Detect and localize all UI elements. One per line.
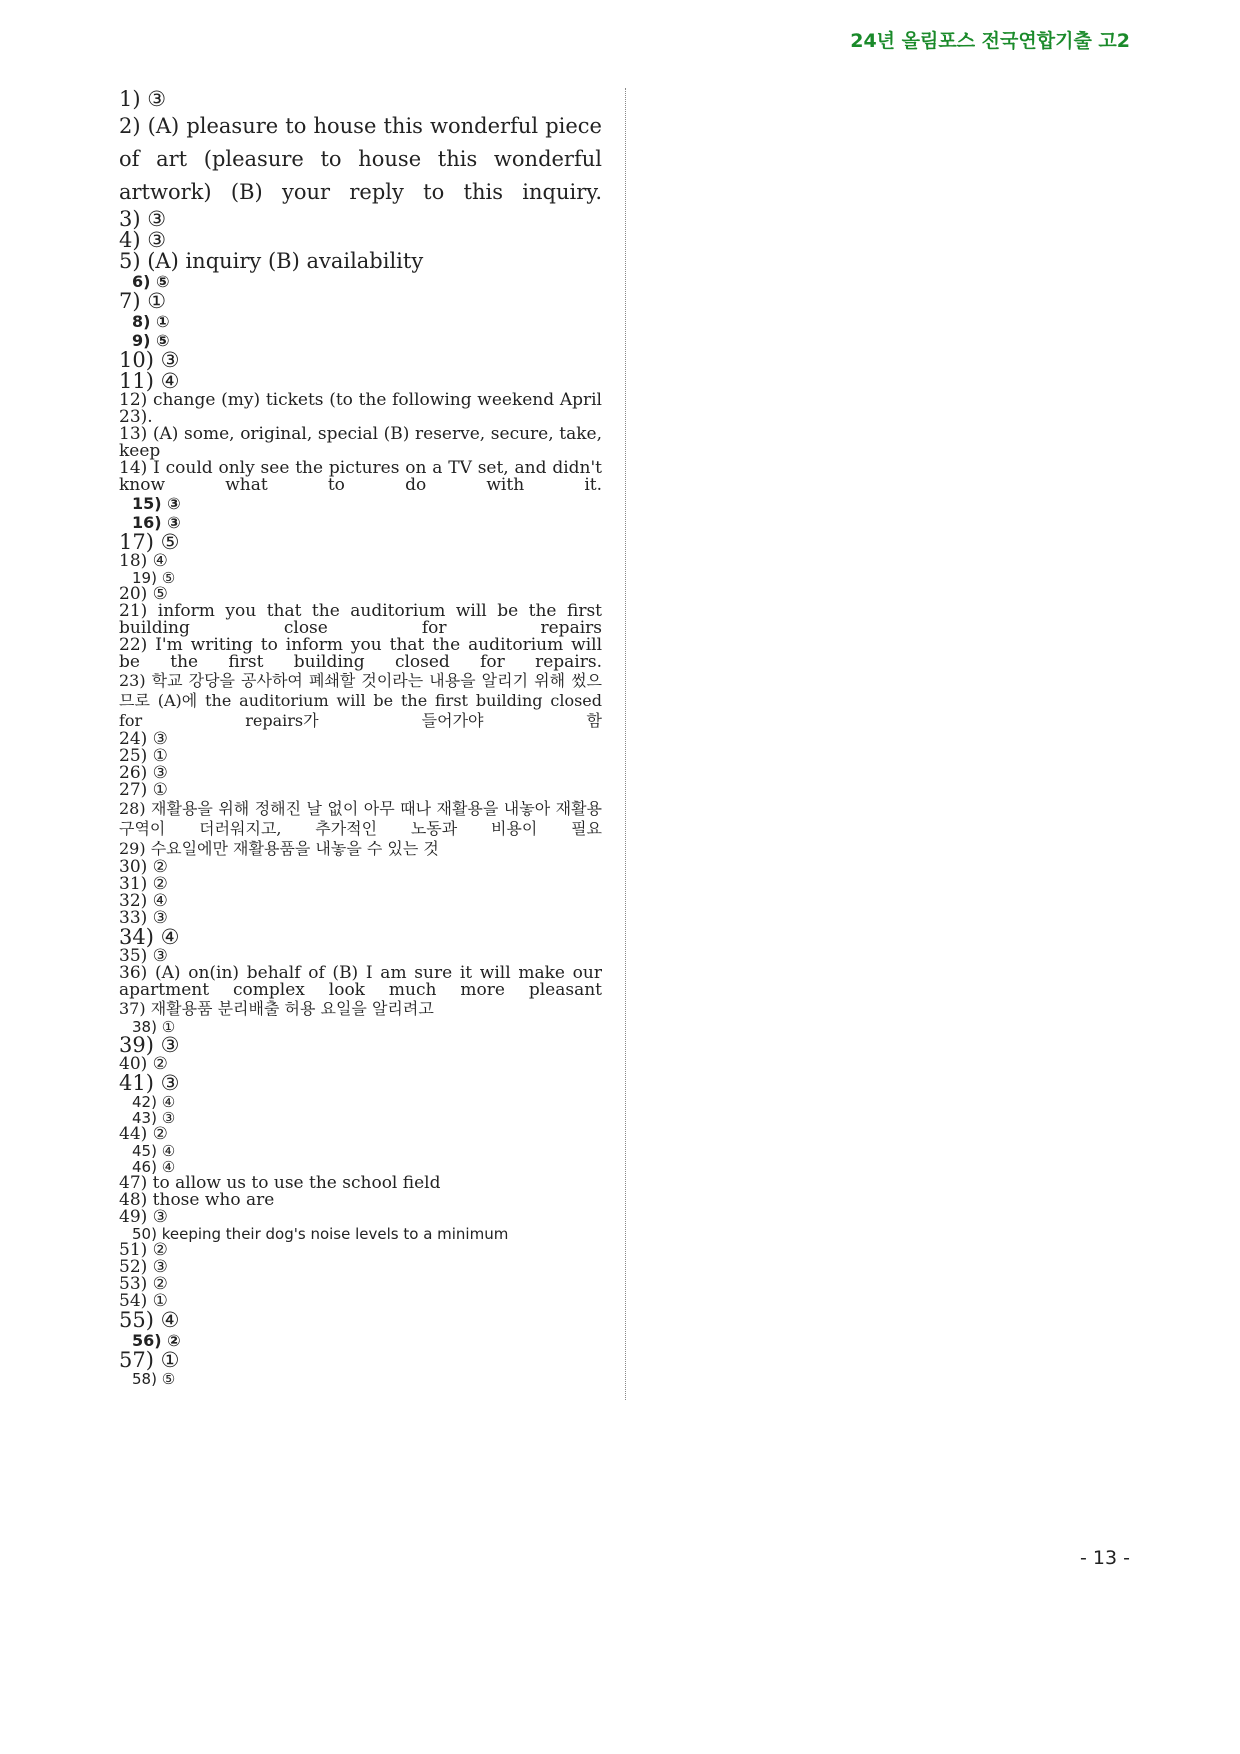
answer-item: 14) I could only see the pictures on a TV set, and didn't know what to do with it. [119, 458, 602, 495]
answer-item: 21) inform you that the auditorium will be the first building close for repairs [119, 601, 602, 638]
answer-item: 6) ⑤ [132, 272, 170, 291]
answer-item: 7) ① [119, 289, 167, 313]
column-divider [625, 88, 626, 1400]
answer-item: 50) keeping their dog's noise levels to a minimum [132, 1225, 509, 1243]
answer-item: 11) ④ [119, 369, 180, 393]
answer-item: 2) (A) pleasure to house this wonderful piece of art (pleasure to house this wonderful artwork) (B) your reply to this inquiry. [119, 114, 602, 204]
answer-item: 38) ① [132, 1018, 176, 1036]
answer-item: 28) 재활용을 위해 정해진 날 없이 아무 때나 재활용을 내놓아 재활용 구역이 더러워지고, 추가적인 노동과 비용이 필요 [119, 799, 602, 838]
answer-item: 9) ⑤ [132, 331, 170, 350]
answer-item: 16) ③ [132, 513, 181, 532]
answer-item: 29) 수요일에만 재활용품을 내놓을 수 있는 것 [119, 839, 439, 858]
answer-item: 48) those who are [119, 1190, 275, 1210]
answer-item: 47) to allow us to use the school field [119, 1173, 441, 1193]
document-header-title: 24년 올림포스 전국연합기출 고2 [850, 30, 1130, 52]
answer-item: 57) ① [119, 1348, 180, 1372]
answer-item: 32) ④ [119, 891, 168, 911]
answer-item: 30) ② [119, 857, 168, 877]
answer-item: 10) ③ [119, 348, 180, 372]
answer-item: 20) ⑤ [119, 584, 168, 604]
answer-item: 13) (A) some, original, special (B) reserve, secure, take, keep [119, 424, 602, 461]
answer-item: 53) ② [119, 1274, 168, 1294]
answer-item: 12) change (my) tickets (to the following weekend April 23). [119, 390, 602, 427]
answer-item: 5) (A) inquiry (B) availability [119, 249, 424, 273]
answer-item: 51) ② [119, 1240, 168, 1260]
answer-item: 27) ① [119, 780, 168, 800]
answer-item: 3) ③ [119, 207, 167, 231]
answer-item: 37) 재활용품 분리배출 허용 요일을 알리려고 [119, 999, 434, 1018]
answer-item: 54) ① [119, 1291, 168, 1311]
answer-item: 43) ③ [132, 1109, 176, 1127]
answer-list [119, 89, 602, 1387]
answer-item: 33) ③ [119, 908, 168, 928]
answer-item: 35) ③ [119, 946, 168, 966]
answer-item: 8) ① [132, 312, 170, 331]
answer-item: 36) (A) on(in) behalf of (B) I am sure it will make our apartment complex look much more pleasant [119, 963, 602, 1000]
answer-item: 40) ② [119, 1054, 168, 1074]
answer-item: 1) ③ [119, 87, 167, 111]
answer-item: 22) I'm writing to inform you that the auditorium will be the first building closed for repairs. [119, 635, 602, 672]
answer-item: 41) ③ [119, 1071, 180, 1095]
answer-item: 42) ④ [132, 1093, 176, 1111]
answer-item: 58) ⑤ [132, 1370, 176, 1388]
answer-item: 4) ③ [119, 228, 167, 252]
answer-item: 46) ④ [132, 1158, 176, 1176]
answer-item: 19) ⑤ [132, 569, 176, 587]
answer-item: 18) ④ [119, 551, 168, 571]
answer-item: 52) ③ [119, 1257, 168, 1277]
answer-item: 23) 학교 강당을 공사하여 폐쇄할 것이라는 내용을 알리기 위해 썼으므로 (A)에 the auditorium will be the first building closed for repairs가 들어가야 함 [119, 671, 602, 730]
answer-item: 17) ⑤ [119, 530, 180, 554]
answer-item: 31) ② [119, 874, 168, 894]
answer-item: 44) ② [119, 1124, 168, 1144]
answer-item: 34) ④ [119, 925, 180, 949]
answer-item: 55) ④ [119, 1308, 180, 1332]
answer-item: 25) ① [119, 746, 168, 766]
answer-item: 26) ③ [119, 763, 168, 783]
page-number: - 13 - [1080, 1547, 1130, 1569]
answer-item: 15) ③ [132, 494, 181, 513]
answer-item: 49) ③ [119, 1207, 168, 1227]
answer-item: 39) ③ [119, 1033, 180, 1057]
answer-item: 56) ② [132, 1331, 181, 1350]
answer-item: 45) ④ [132, 1142, 176, 1160]
answer-item: 24) ③ [119, 729, 168, 749]
